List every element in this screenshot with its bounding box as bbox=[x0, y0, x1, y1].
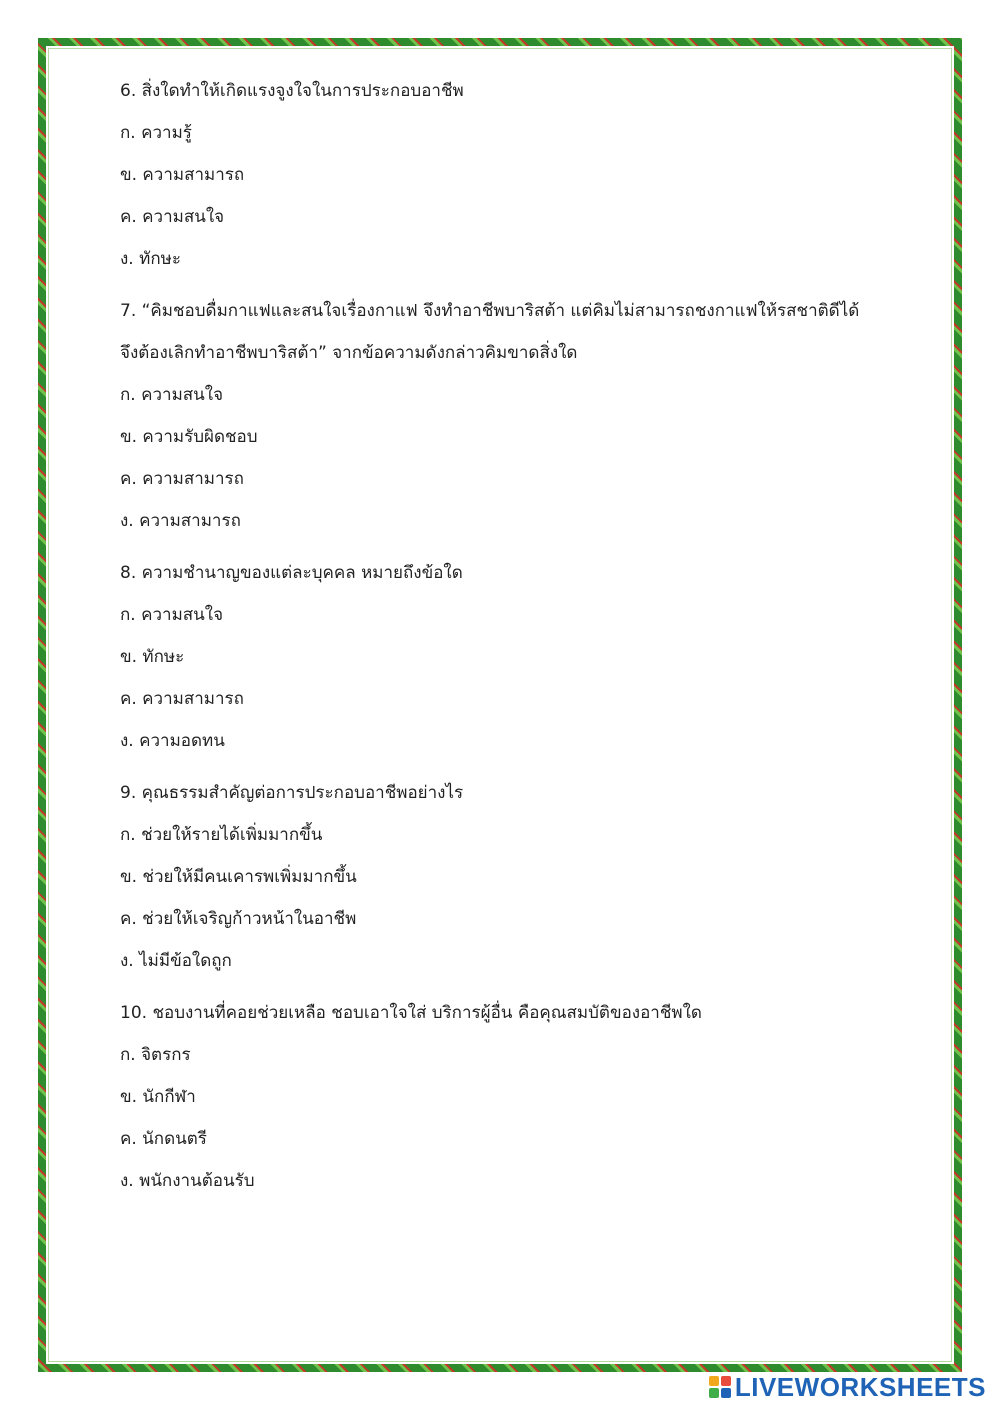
option-c[interactable]: ค. ความสามารถ bbox=[120, 689, 244, 709]
question-8 bbox=[120, 552, 920, 762]
option-a[interactable]: ก. จิตรกร bbox=[120, 1045, 191, 1065]
option-d[interactable]: ง. ความสามารถ bbox=[120, 511, 241, 531]
logo-text: LIVEWORKSHEETS bbox=[734, 1371, 986, 1402]
question-text-line-1: 7. “คิมชอบดื่มกาแฟและสนใจเรื่องกาแฟ จึงทำอาชีพบาริสต้า แต่คิมไม่สามารถชงกาแฟให้รสชาติดีได้ bbox=[120, 301, 860, 321]
option-d[interactable]: ง. ไม่มีข้อใดถูก bbox=[120, 951, 232, 971]
option-c[interactable]: ค. ความสามารถ bbox=[120, 469, 244, 489]
question-7 bbox=[120, 290, 920, 542]
logo-square-orange bbox=[709, 1376, 719, 1386]
option-a[interactable]: ก. ความสนใจ bbox=[120, 385, 224, 405]
option-b[interactable]: ข. นักกีฬา bbox=[120, 1087, 196, 1107]
logo-icon bbox=[709, 1376, 731, 1398]
option-c[interactable]: ค. ช่วยให้เจริญก้าวหน้าในอาชีพ bbox=[120, 909, 357, 929]
question-9 bbox=[120, 772, 920, 982]
question-10 bbox=[120, 992, 920, 1202]
option-b[interactable]: ข. ทักษะ bbox=[120, 647, 185, 667]
liveworksheets-logo[interactable] bbox=[709, 1372, 986, 1402]
question-text: 6. สิ่งใดทำให้เกิดแรงจูงใจในการประกอบอาชีพ bbox=[120, 81, 464, 101]
logo-square-green bbox=[709, 1388, 719, 1398]
worksheet-content bbox=[120, 70, 920, 1212]
question-text: 9. คุณธรรมสำคัญต่อการประกอบอาชีพอย่างไร bbox=[120, 783, 464, 803]
question-text: 8. ความชำนาญของแต่ละบุคคล หมายถึงข้อใด bbox=[120, 563, 463, 583]
logo-square-blue bbox=[721, 1388, 731, 1398]
question-text-line-2: จึงต้องเลิกทำอาชีพบาริสต้า” จากข้อความดังกล่าวคิมขาดสิ่งใด bbox=[120, 343, 578, 363]
option-d[interactable]: ง. พนักงานต้อนรับ bbox=[120, 1171, 255, 1191]
option-a[interactable]: ก. ความรู้ bbox=[120, 123, 192, 143]
option-d[interactable]: ง. ความอดทน bbox=[120, 731, 225, 751]
option-c[interactable]: ค. ความสนใจ bbox=[120, 207, 225, 227]
option-c[interactable]: ค. นักดนตรี bbox=[120, 1129, 207, 1149]
option-a[interactable]: ก. ความสนใจ bbox=[120, 605, 224, 625]
option-d[interactable]: ง. ทักษะ bbox=[120, 249, 181, 269]
logo-square-red bbox=[721, 1376, 731, 1386]
option-b[interactable]: ข. ความสามารถ bbox=[120, 165, 245, 185]
question-text: 10. ชอบงานที่คอยช่วยเหลือ ชอบเอาใจใส่ บริการผู้อื่น คือคุณสมบัติของอาชีพใด bbox=[120, 1003, 702, 1023]
option-b[interactable]: ข. ช่วยให้มีคนเคารพเพิ่มมากขึ้น bbox=[120, 867, 357, 887]
option-a[interactable]: ก. ช่วยให้รายได้เพิ่มมากขึ้น bbox=[120, 825, 323, 845]
question-6 bbox=[120, 70, 920, 280]
option-b[interactable]: ข. ความรับผิดชอบ bbox=[120, 427, 258, 447]
